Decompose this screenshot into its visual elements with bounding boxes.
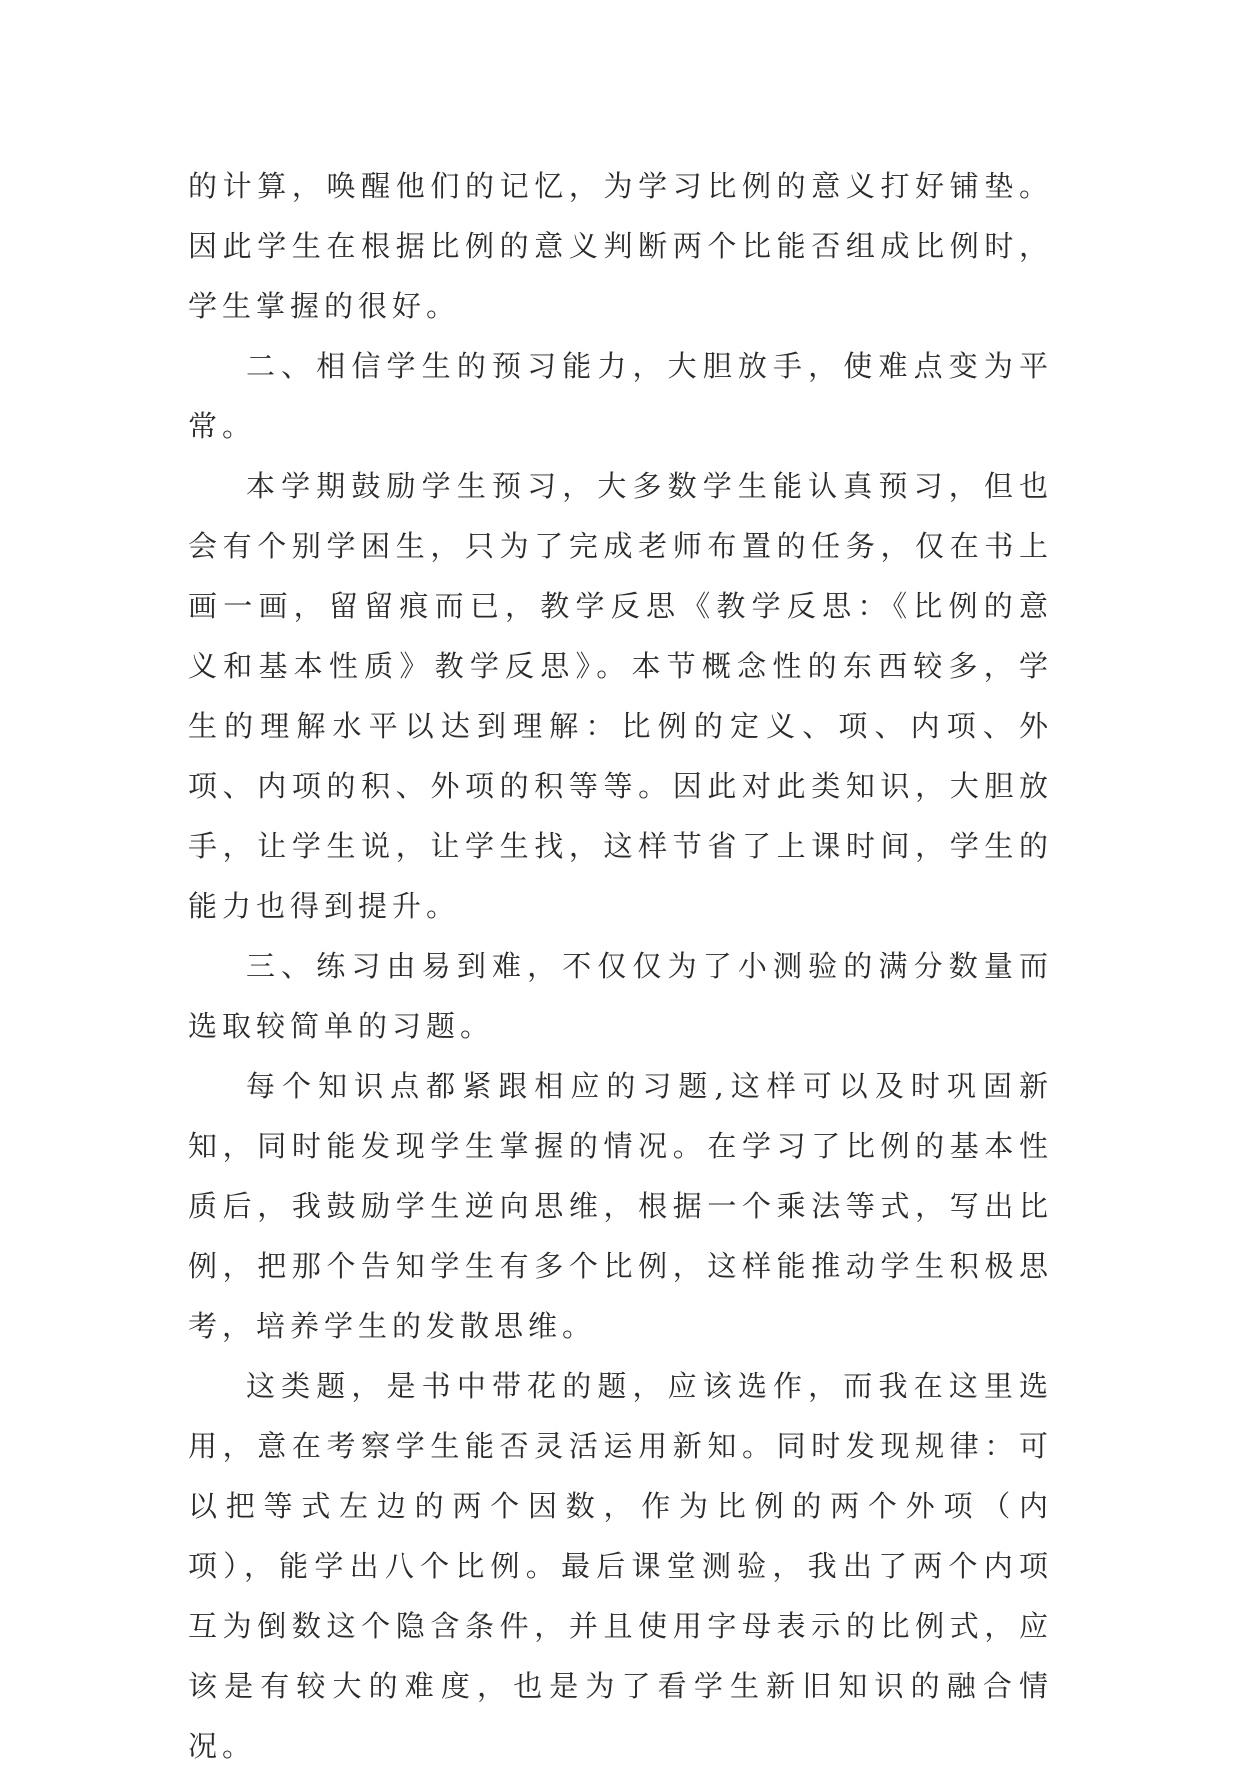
paragraph-4-heading: 三、练习由易到难，不仅仅为了小测验的满分数量而选取较简单的习题。: [188, 949, 1053, 1043]
paragraph-2-heading: 二、相信学生的预习能力，大胆放手，使难点变为平常。: [188, 349, 1053, 443]
paragraph-1: 的计算，唤醒他们的记忆，为学习比例的意义打好铺垫。因此学生在根据比例的意义判断两个比能否组成比例时，学生掌握的很好。: [188, 169, 1053, 323]
paragraph-6: 这类题，是书中带花的题，应该选作，而我在这里选用，意在考察学生能否灵活运用新知。同时发现规律：可以把等式左边的两个因数，作为比例的两个外项（内项），能学出八个比例。最后课堂测验，我出了两个内项互为倒数这个隐含条件，并且使用字母表示的比例式，应该是有较大的难度，也是为了看学生新旧知识的融合情况。: [188, 1369, 1053, 1763]
document-body: [188, 156, 1053, 1776]
paragraph-5: 每个知识点都紧跟相应的习题,这样可以及时巩固新知，同时能发现学生掌握的情况。在学习了比例的基本性质后，我鼓励学生逆向思维，根据一个乘法等式，写出比例，把那个告知学生有多个比例，这样能推动学生积极思考，培养学生的发散思维。: [188, 1069, 1053, 1343]
paragraph-3: 本学期鼓励学生预习，大多数学生能认真预习，但也会有个别学困生，只为了完成老师布置的任务，仅在书上画一画，留留痕而已，教学反思《教学反思：《比例的意义和基本性质》教学反思》。本节概念性的东西较多，学生的理解水平以达到理解：比例的定义、项、内项、外项、内项的积、外项的积等等。因此对此类知识，大胆放手，让学生说，让学生找，这样节省了上课时间，学生的能力也得到提升。: [188, 469, 1053, 923]
